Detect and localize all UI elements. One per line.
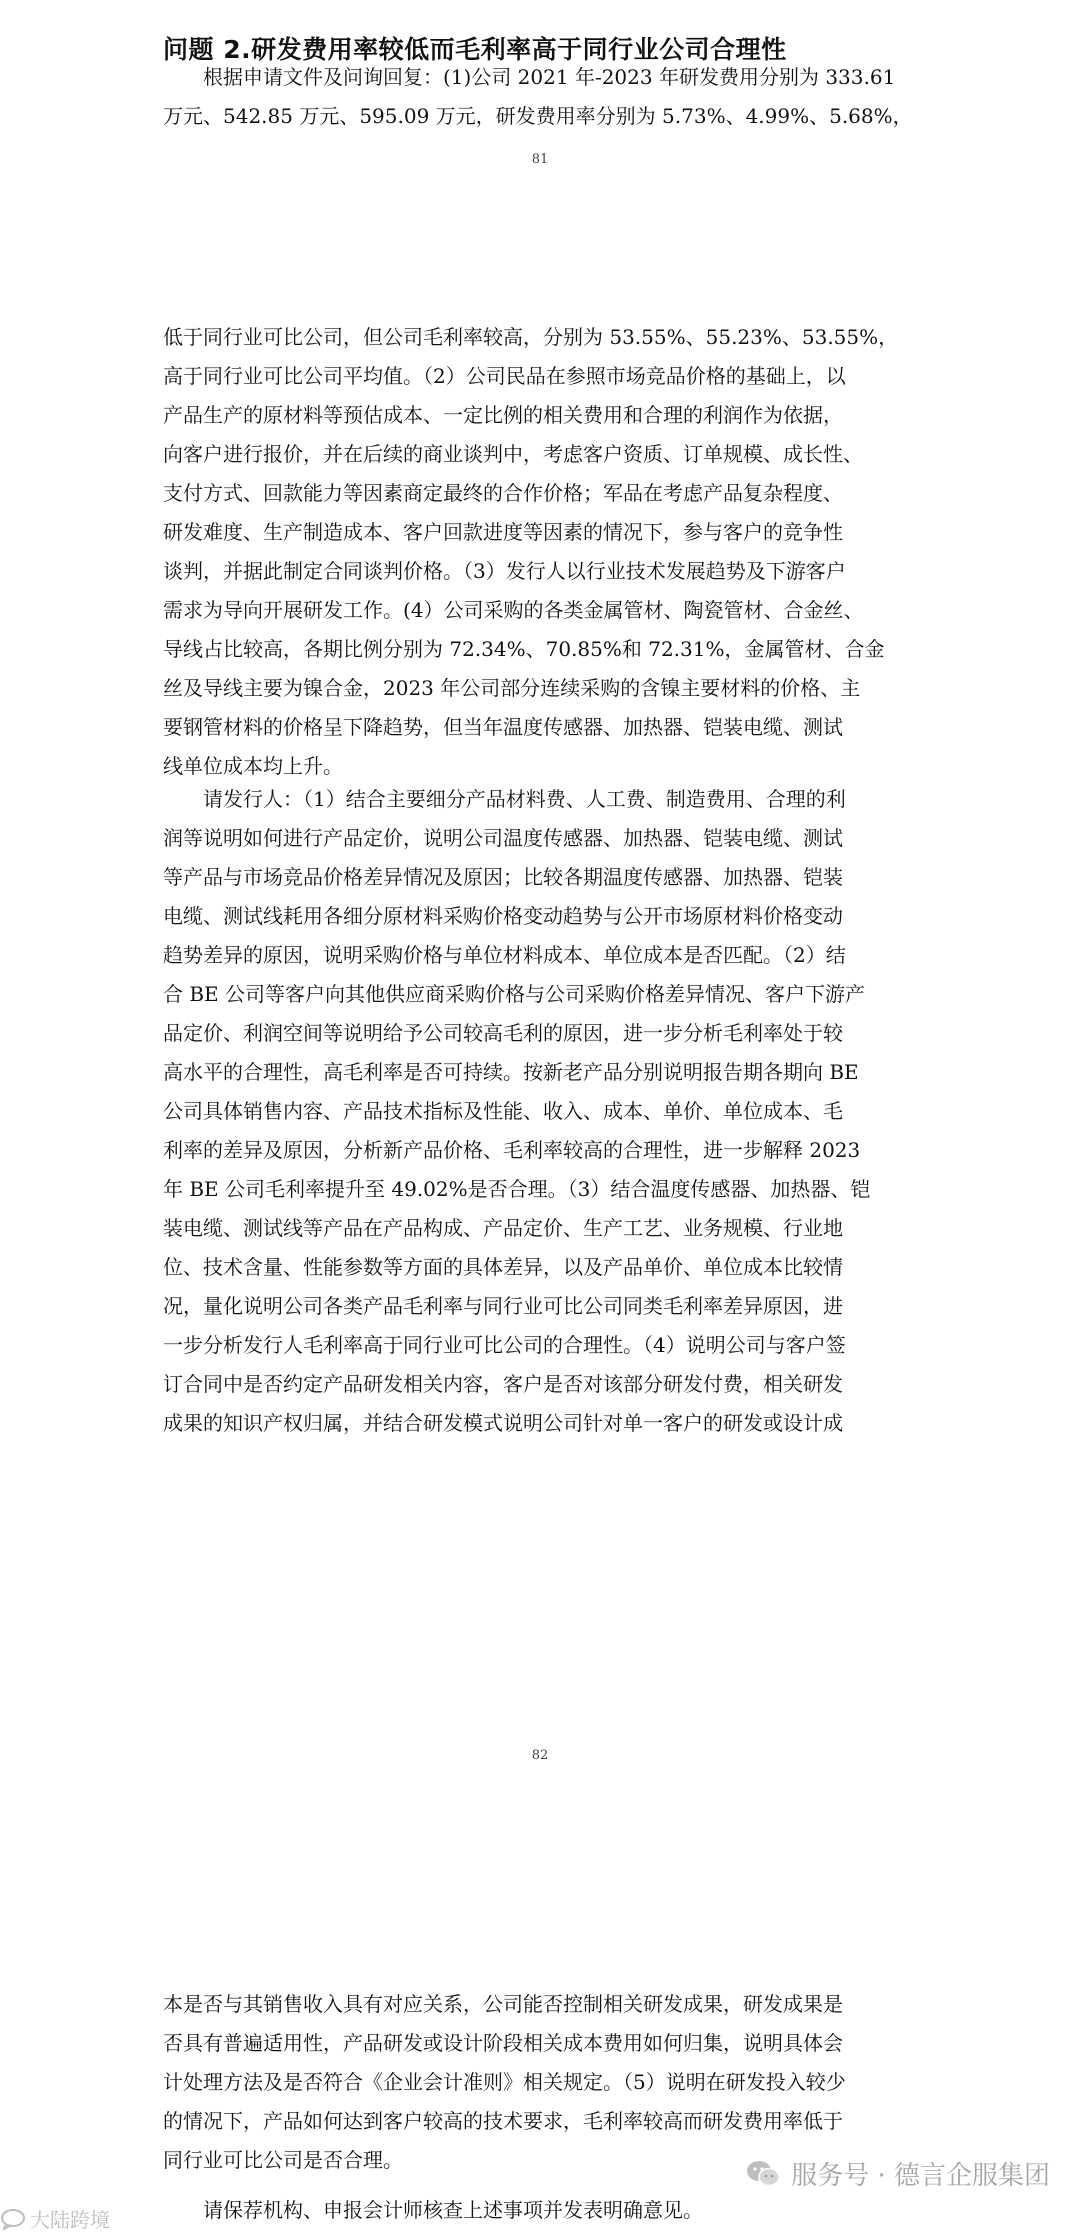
text-line: 合 BE 公司等客户向其他供应商采购价格与公司采购价格差异情况、客户下游产 bbox=[163, 982, 866, 1006]
text-line: 高于同行业可比公司平均值。（2）公司民品在参照市场竞品价格的基础上，以 bbox=[163, 364, 846, 388]
text-line: 产品生产的原材料等预估成本、一定比例的相关费用和合理的利润作为依据， bbox=[163, 403, 843, 427]
question-heading: 问题 2.研发费用率较低而毛利率高于同行业公司合理性 bbox=[163, 35, 787, 64]
text-line: 位、技术含量、性能参数等方面的具体差异，以及产品单价、单位成本比较情 bbox=[163, 1255, 843, 1279]
text-line: 向客户进行报价，并在后续的商业谈判中，考虑客户资质、订单规模、成长性、 bbox=[163, 442, 863, 466]
text-line: 的情况下，产品如何达到客户较高的技术要求，毛利率较高而研发费用率低于 bbox=[163, 2109, 843, 2133]
text-line: 本是否与其销售收入具有对应关系，公司能否控制相关研发成果，研发成果是 bbox=[163, 1992, 843, 2016]
text-line: 丝及导线主要为镍合金，2023 年公司部分连续采购的含镍主要材料的价格、主 bbox=[163, 676, 861, 700]
text-line: 根据申请文件及问询回复：(1)公司 2021 年-2023 年研发费用分别为 333.61 bbox=[163, 65, 896, 89]
intro-paragraph bbox=[163, 58, 923, 136]
text-line: 订合同中是否约定产品研发相关内容，客户是否对该部分研发付费，相关研发 bbox=[163, 1372, 843, 1396]
watermark-left-text: 大陆跨境 bbox=[30, 2208, 110, 2232]
text-line: 请保荐机构、申报会计师核查上述事项并发表明确意见。 bbox=[163, 2198, 703, 2222]
text-line: 润等说明如何进行产品定价，说明公司温度传感器、加热器、铠装电缆、测试 bbox=[163, 826, 843, 850]
wechat-icon bbox=[745, 2159, 781, 2189]
watermark-right bbox=[745, 2155, 1050, 2192]
text-line: 研发难度、生产制造成本、客户回款进度等因素的情况下，参与客户的竞争性 bbox=[163, 520, 843, 544]
request-continued-paragraph bbox=[163, 1985, 923, 2180]
text-line: 装电缆、测试线等产品在产品构成、产品定价、生产工艺、业务规模、行业地 bbox=[163, 1216, 843, 1240]
page-number: 82 bbox=[531, 1748, 549, 1763]
text-line: 况，量化说明公司各类产品毛利率与同行业可比公司同类毛利率差异原因，进 bbox=[163, 1294, 843, 1318]
background-paragraph bbox=[163, 318, 923, 786]
text-line: 电缆、测试线耗用各细分原材料采购价格变动趋势与公开市场原材料价格变动 bbox=[163, 904, 843, 928]
text-line: 否具有普遍适用性，产品研发或设计阶段相关成本费用如何归集，说明具体会 bbox=[163, 2031, 843, 2055]
text-line: 低于同行业可比公司，但公司毛利率较高，分别为 53.55%、55.23%、53.55%， bbox=[163, 325, 899, 349]
text-line: 线单位成本均上升。 bbox=[163, 754, 343, 778]
text-line: 成果的知识产权归属，并结合研发模式说明公司针对单一客户的研发或设计成 bbox=[163, 1411, 843, 1435]
text-line: 公司具体销售内容、产品技术指标及性能、收入、成本、单价、单位成本、毛 bbox=[163, 1099, 843, 1123]
closing-paragraph bbox=[163, 2191, 923, 2230]
text-line: 利率的差异及原因，分析新产品价格、毛利率较高的合理性，进一步解释 2023 bbox=[163, 1138, 861, 1162]
text-line: 一步分析发行人毛利率高于同行业可比公司的合理性。（4）说明公司与客户签 bbox=[163, 1333, 846, 1357]
text-line: 高水平的合理性，高毛利率是否可持续。按新老产品分别说明报告期各期向 BE bbox=[163, 1060, 859, 1084]
text-line: 品定价、利润空间等说明给予公司较高毛利的原因，进一步分析毛利率处于较 bbox=[163, 1021, 843, 1045]
text-line: 年 BE 公司毛利率提升至 49.02%是否合理。（3）结合温度传感器、加热器、铠 bbox=[163, 1177, 871, 1201]
watermark-left bbox=[0, 2204, 110, 2233]
text-line: 谈判，并据此制定合同谈判价格。（3）发行人以行业技术发展趋势及下游客户 bbox=[163, 559, 846, 583]
text-line: 万元、542.85 万元、595.09 万元，研发费用率分别为 5.73%、4.99%、5.68%， bbox=[163, 104, 913, 128]
text-line: 导线占比较高，各期比例分别为 72.34%、70.85%和 72.31%，金属管材、合金 bbox=[163, 637, 885, 661]
text-line: 同行业可比公司是否合理。 bbox=[163, 2148, 403, 2172]
request-paragraph bbox=[163, 780, 923, 1443]
watermark-right-text: 服务号 · 德言企服集团 bbox=[791, 2161, 1050, 2191]
page-number: 81 bbox=[531, 152, 549, 167]
chat-bubble-icon bbox=[0, 2208, 26, 2230]
text-line: 计处理方法及是否符合《企业会计准则》相关规定。（5）说明在研发投入较少 bbox=[163, 2070, 846, 2094]
text-line: 等产品与市场竞品价格差异情况及原因；比较各期温度传感器、加热器、铠装 bbox=[163, 865, 843, 889]
text-line: 请发行人：（1）结合主要细分产品材料费、人工费、制造费用、合理的利 bbox=[163, 787, 846, 811]
text-line: 需求为导向开展研发工作。(4）公司采购的各类金属管材、陶瓷管材、合金丝、 bbox=[163, 598, 864, 622]
text-line: 趋势差异的原因，说明采购价格与单位材料成本、单位成本是否匹配。（2）结 bbox=[163, 943, 846, 967]
text-line: 要钢管材料的价格呈下降趋势，但当年温度传感器、加热器、铠装电缆、测试 bbox=[163, 715, 843, 739]
text-line: 支付方式、回款能力等因素商定最终的合作价格；军品在考虑产品复杂程度、 bbox=[163, 481, 843, 505]
